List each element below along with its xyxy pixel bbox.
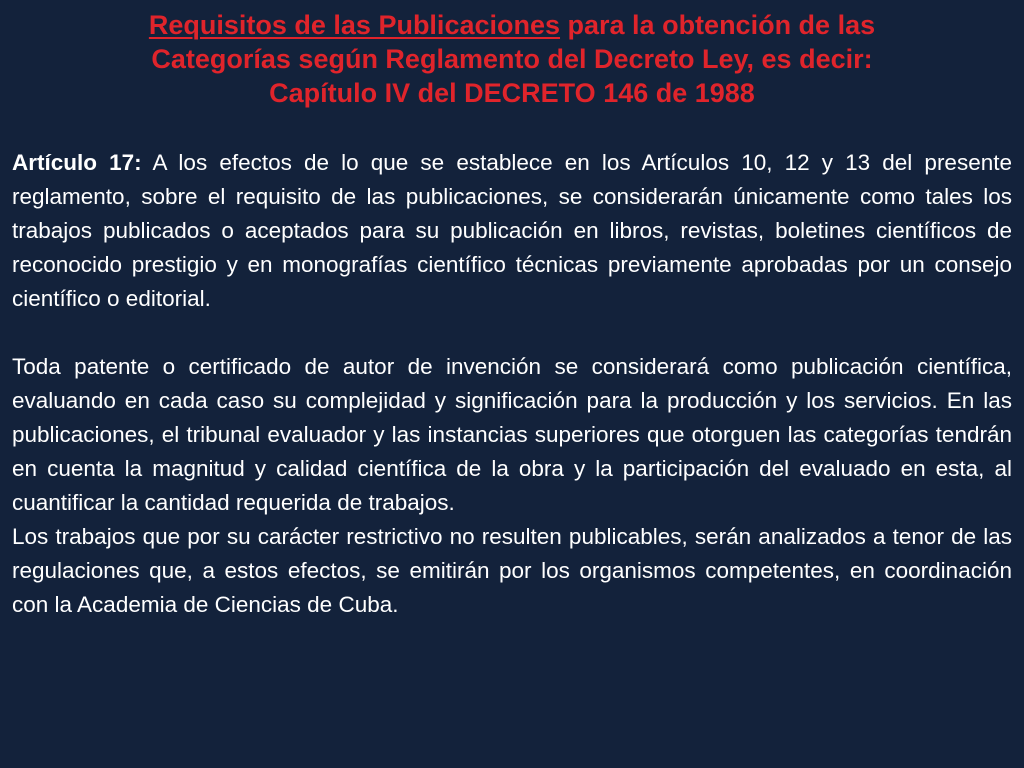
title-line1-rest: para la obtención de las (560, 10, 876, 40)
slide-body (12, 146, 1012, 622)
title-underlined-phrase: Requisitos de las Publicaciones (148, 10, 561, 40)
article-text: A los efectos de lo que se establece en los Artículos 10, 12 y 13 del presente reglamento, sobre el requisito de las publicaciones, se considerarán únicamente como tales los trabajos publicados o aceptados para su publicación en libros, revistas, boletines científicos de reconocido prestigio y en monografías científico técnicas previamente aprobadas por un consejo científico o editorial. (12, 150, 1012, 311)
article-label: Artículo 17: (12, 150, 142, 175)
article-17-paragraph (12, 146, 1012, 316)
title-line2: Categorías según Reglamento del Decreto Ley, es decir: (151, 44, 873, 74)
slide-title (12, 0, 1012, 110)
restricted-works-paragraph: Los trabajos que por su carácter restrictivo no resulten publicables, serán analizados a tenor de las regulaciones que, a estos efectos, se emitirán por los organismos competentes, en coordinación con la Academia de Ciencias de Cuba. (12, 524, 1012, 617)
patent-paragraph: Toda patente o certificado de autor de invención se considerará como publicación científica, evaluando en cada caso su complejidad y significación para la producción y los servicios. En las publicaciones, el tribunal evaluador y las instancias superiores que otorguen las categorías tendrán en cuenta la magnitud y calidad científica de la obra y la participación del evaluado en esta, al cuantificar la cantidad requerida de trabajos. (12, 354, 1012, 515)
title-line3: Capítulo IV del DECRETO 146 de 1988 (269, 78, 755, 108)
